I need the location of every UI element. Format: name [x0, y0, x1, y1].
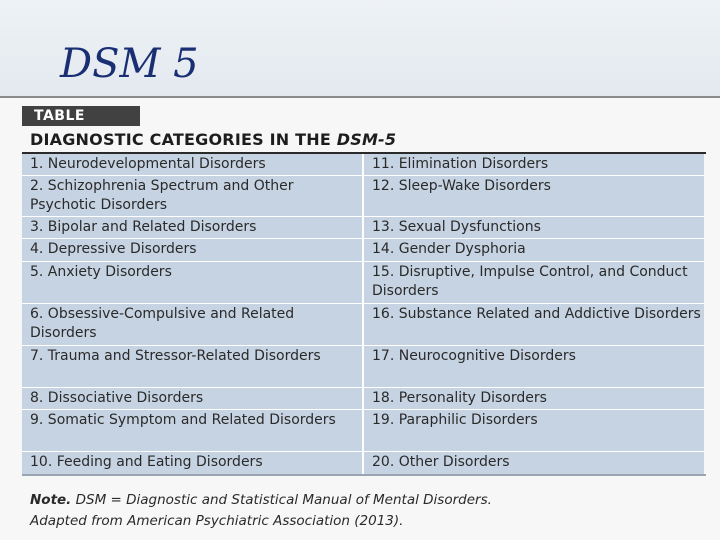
categories-table — [22, 154, 704, 474]
table-cell-left: 10. Feeding and Eating Disorders — [30, 454, 263, 470]
table-cell-right: 18. Personality Disorders — [372, 390, 547, 406]
table-cell-right: 14. Gender Dysphoria — [372, 241, 526, 257]
table-heading-text: DIAGNOSTIC CATEGORIES IN THE — [30, 130, 337, 149]
table-tag: TABLE — [22, 106, 140, 126]
slide-title: DSM 5 — [60, 41, 199, 87]
note-label: Note. — [30, 492, 72, 508]
table-cell-right: 12. Sleep-Wake Disorders — [372, 178, 551, 194]
table-cell-left: 7. Trauma and Stressor-Related Disorders — [30, 348, 321, 364]
table-cell-left: 2. Schizophrenia Spectrum and Other Psychotic Disorders — [30, 178, 294, 213]
table-cell-right: 13. Sexual Dysfunctions — [372, 219, 541, 235]
table-note — [30, 490, 710, 532]
table-cell-left: 1. Neurodevelopmental Disorders — [30, 156, 266, 172]
table-cell-right: 16. Substance Related and Addictive Disorders — [372, 306, 701, 322]
table-cell-right: 11. Elimination Disorders — [372, 156, 549, 172]
table-heading — [30, 130, 396, 152]
table-heading-emph: DSM-5 — [336, 130, 397, 149]
table-cell-right: 17. Neurocognitive Disorders — [372, 348, 576, 364]
note-text: DSM = Diagnostic and Statistical Manual of Mental Disorders. — [71, 492, 492, 508]
note-line — [30, 490, 710, 511]
table-cell-right: 19. Paraphilic Disorders — [372, 412, 538, 428]
table-cell-left: 9. Somatic Symptom and Related Disorders — [30, 412, 336, 428]
table-cell-right: 15. Disruptive, Impulse Control, and Conduct Disorders — [372, 264, 688, 299]
table-cell-right: 20. Other Disorders — [372, 454, 510, 470]
table-cell-left: 3. Bipolar and Related Disorders — [30, 219, 257, 235]
table-cell-left: 5. Anxiety Disorders — [30, 264, 172, 280]
table-cell-left: 8. Dissociative Disorders — [30, 390, 204, 406]
source-line: Adapted from American Psychiatric Association (2013). — [30, 513, 404, 529]
column-divider — [362, 154, 364, 474]
table-bottom-rule — [22, 474, 706, 476]
table-cell-left: 6. Obsessive-Compulsive and Related Disorders — [30, 306, 295, 341]
table-cell-left: 4. Depressive Disorders — [30, 241, 197, 257]
